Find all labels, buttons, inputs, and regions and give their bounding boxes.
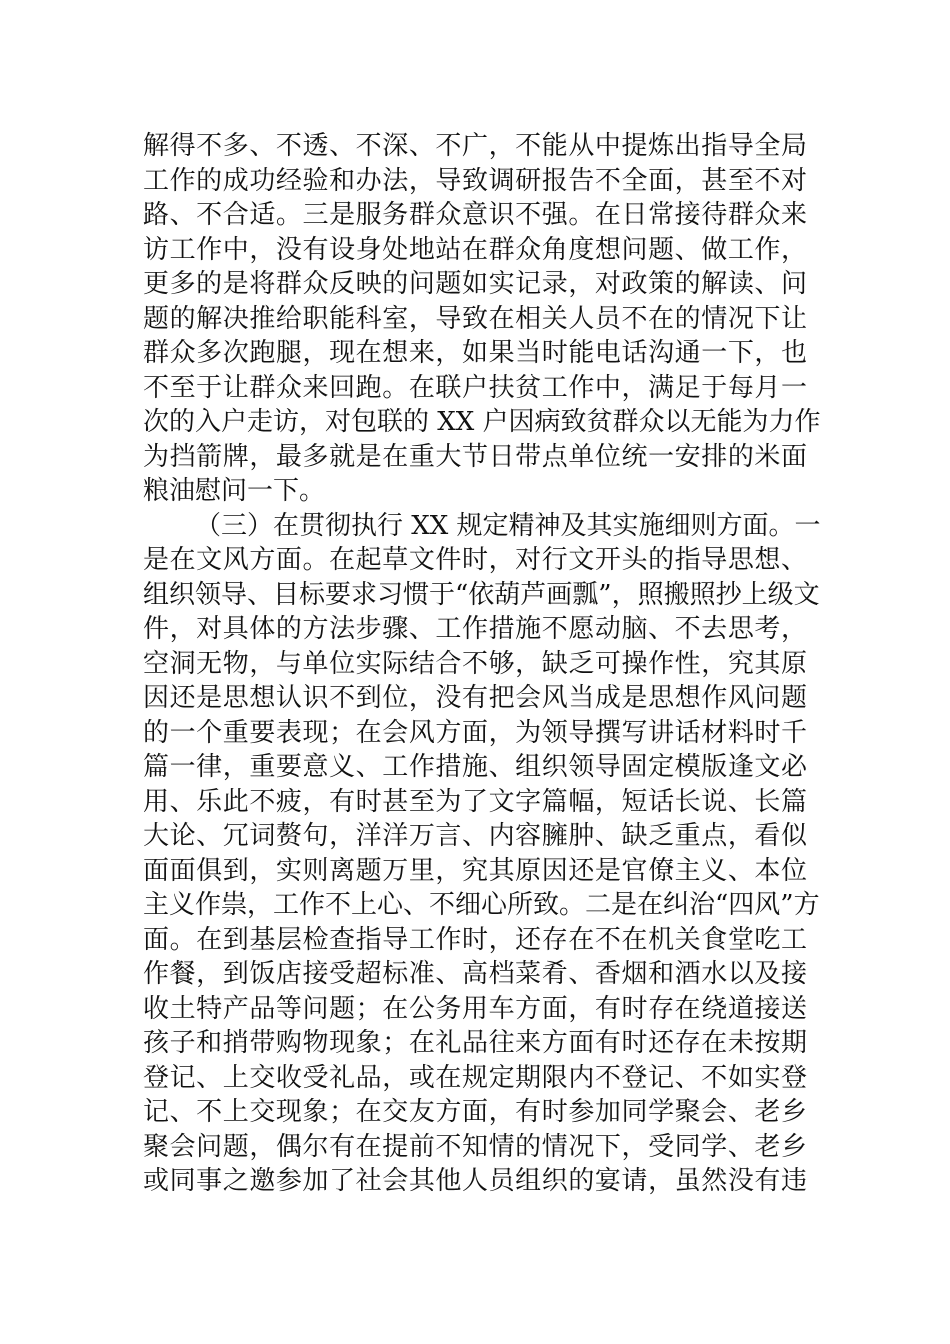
text-line-9: 次的入户走访，对包联的 XX 户因病致贫群众以无能为力作	[143, 407, 821, 437]
text-line-6: 题的解决推给职能科室，导致在相关人员不在的情况下让	[143, 303, 807, 334]
text-line-16: 空洞无物，与单位实际结合不够，缺乏可操作性，究其原	[143, 648, 807, 679]
text-line-31: 或同事之邀参加了社会其他人员组织的宴请，虽然没有违	[143, 1166, 807, 1196]
text-line-4: 访工作中，没有设身处地站在群众角度想问题、做工作，	[143, 234, 807, 265]
text-line-19: 篇一律，重要意义、工作措施、组织领导固定模版逢文必	[143, 752, 807, 782]
text-line-21: 大论、冗词赘句，洋洋万言、内容臃肿、缺乏重点，看似	[143, 821, 807, 851]
text-line-10: 为挡箭牌，最多就是在重大节日带点单位统一安排的米面	[143, 441, 807, 472]
text-line-17: 因还是思想认识不到位，没有把会风当成是思想作风问题	[143, 683, 807, 713]
text-line-20: 用、乐此不疲，有时甚至为了文字篇幅，短话长说、长篇	[143, 786, 807, 817]
text-line-28: 登记、上交收受礼品，或在规定期限内不登记、不如实登	[143, 1062, 807, 1093]
text-line-26: 收土特产品等问题；在公务用车方面，有时存在绕道接送	[143, 993, 807, 1024]
text-line-12: （三）在贯彻执行 XX 规定精神及其实施细则方面。一	[195, 510, 821, 541]
text-line-18: 的一个重要表现；在会风方面，为领导撰写讲话材料时千	[143, 717, 807, 748]
text-line-2: 工作的成功经验和办法，导致调研报告不全面，甚至不对	[143, 165, 807, 196]
text-line-13: 是在文风方面。在起草文件时，对行文开头的指导思想、	[143, 545, 807, 575]
text-line-22: 面面俱到，实则离题万里，究其原因还是官僚主义、本位	[143, 855, 807, 886]
text-line-8: 不至于让群众来回跑。在联户扶贫工作中，满足于每月一	[143, 372, 807, 403]
text-line-30: 聚会问题，偶尔有在提前不知情的情况下，受同学、老乡	[143, 1131, 807, 1162]
text-line-1: 解得不多、不透、不深、不广，不能从中提炼出指导全局	[143, 131, 807, 161]
text-line-23: 主义作祟，工作不上心、不细心所致。二是在纠治“四风”方	[143, 890, 820, 920]
text-line-7: 群众多次跑腿，现在想来，如果当时能电话沟通一下，也	[143, 338, 807, 368]
body-text	[143, 129, 821, 1199]
text-line-5: 更多的是将群众反映的问题如实记录，对政策的解读、问	[143, 269, 807, 299]
text-line-3: 路、不合适。三是服务群众意识不强。在日常接待群众来	[143, 200, 807, 230]
text-line-24: 面。在到基层检查指导工作时，还存在不在机关食堂吃工	[143, 924, 807, 955]
text-line-11: 粮油慰问一下。	[143, 476, 326, 506]
text-line-27: 孩子和捎带购物现象；在礼品往来方面有时还存在未按期	[143, 1028, 807, 1058]
text-line-29: 记、不上交现象；在交友方面，有时参加同学聚会、老乡	[143, 1097, 807, 1127]
text-line-14: 组织领导、目标要求习惯于“依葫芦画瓢”，照搬照抄上级文	[143, 579, 820, 610]
text-line-15: 件，对具体的方法步骤、工作措施不愿动脑、不去思考，	[143, 614, 807, 644]
text-line-25: 作餐，到饭店接受超标准、高档菜肴、香烟和酒水以及接	[143, 959, 807, 989]
